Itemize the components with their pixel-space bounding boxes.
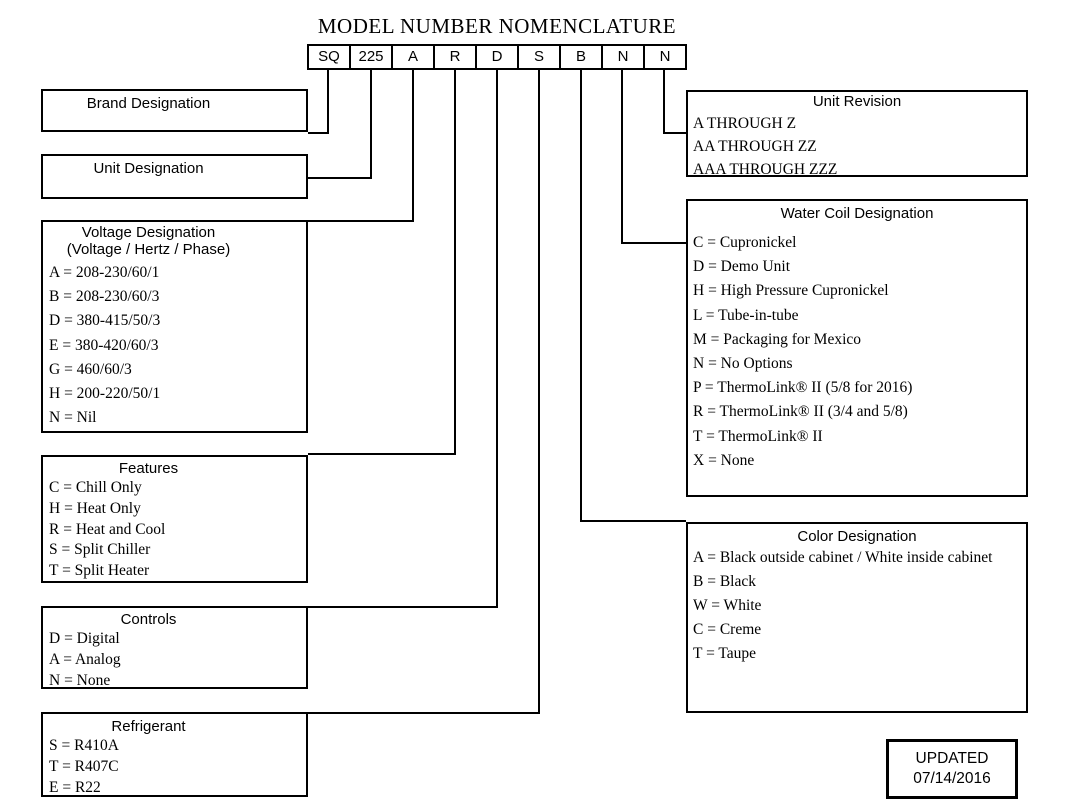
color-designation-list [688, 546, 1026, 666]
features-item: R = Heat and Cool [49, 520, 166, 538]
controls-item: A = Analog [49, 650, 121, 668]
refrigerant-item: T = R407C [49, 757, 119, 775]
connector-features-vertical [454, 68, 456, 455]
controls-list [43, 629, 306, 691]
voltage-item: B = 208-230/60/3 [49, 288, 160, 306]
updated-label: UPDATED [915, 750, 989, 767]
connector-controls-horizontal [308, 606, 498, 608]
refrigerant-item: S = R410A [49, 737, 119, 754]
water-coil-item: T = ThermoLink® II [693, 427, 823, 445]
connector-225-vertical [370, 68, 372, 179]
connector-sq-horizontal [308, 132, 329, 134]
voltage-item: A = 208-230/60/1 [49, 264, 160, 281]
voltage-designation-list [43, 261, 306, 430]
water-coil-item: R = ThermoLink® II (3/4 and 5/8) [693, 403, 908, 421]
features-list [43, 478, 306, 582]
connector-watercoil-vertical [621, 68, 623, 244]
water-coil-item: N = No Options [693, 355, 793, 373]
voltage-item: N = Nil [49, 409, 97, 427]
model-cell-refrigerant: S [517, 46, 559, 68]
connector-voltage-vertical [412, 68, 414, 222]
unit-revision-item: AA THROUGH ZZ [693, 138, 817, 156]
connector-controls-vertical [496, 68, 498, 608]
color-item: W = White [693, 597, 762, 614]
features-item: H = Heat Only [49, 499, 141, 517]
unit-revision-title: Unit Revision [812, 93, 902, 110]
unit-revision-item: AAA THROUGH ZZZ [693, 161, 838, 179]
water-coil-item: L = Tube-in-tube [693, 306, 799, 324]
brand-designation-title: Brand Designation [86, 95, 211, 112]
connector-color-horizontal [580, 520, 686, 522]
features-item: C = Chill Only [49, 479, 142, 496]
unit-designation-title: Unit Designation [93, 160, 204, 177]
water-coil-item: X = None [693, 451, 755, 469]
unit-designation-box [41, 154, 308, 199]
controls-item: N = None [49, 671, 111, 689]
connector-revision-horizontal [663, 132, 686, 134]
features-title: Features [118, 460, 179, 477]
updated-date: 07/14/2016 [913, 770, 991, 787]
connector-refrigerant-vertical [538, 68, 540, 714]
voltage-designation-title: Voltage Designation [81, 224, 216, 241]
water-coil-item: P = ThermoLink® II (5/8 for 2016) [693, 379, 913, 397]
connector-voltage-horizontal [308, 220, 414, 222]
refrigerant-box [41, 712, 308, 797]
connector-225-horizontal [308, 177, 372, 179]
controls-box [41, 606, 308, 689]
water-coil-list [688, 231, 1026, 473]
color-item: A = Black outside cabinet / White inside cabinet [693, 549, 993, 566]
voltage-item: H = 200-220/50/1 [49, 385, 161, 403]
voltage-designation-subtitle: (Voltage / Hertz / Phase) [66, 241, 231, 258]
unit-revision-list [688, 112, 1026, 182]
brand-designation-box [41, 89, 308, 132]
refrigerant-list [43, 736, 306, 798]
model-cell-watercoil: N [601, 46, 643, 68]
connector-color-vertical [580, 68, 582, 522]
model-cell-voltage: A [391, 46, 433, 68]
controls-title: Controls [120, 611, 177, 628]
connector-refrigerant-horizontal [308, 712, 540, 714]
model-cell-revision: N [643, 46, 685, 68]
connector-features-horizontal [308, 453, 456, 455]
water-coil-title: Water Coil Designation [780, 205, 934, 222]
color-item: B = Black [693, 573, 756, 590]
color-designation-box [686, 522, 1028, 713]
water-coil-item: C = Cupronickel [693, 234, 797, 251]
color-item: T = Taupe [693, 645, 757, 662]
updated-stamp [886, 739, 1018, 799]
connector-watercoil-horizontal [621, 242, 686, 244]
voltage-item: E = 380-420/60/3 [49, 336, 159, 354]
connector-revision-vertical [663, 68, 665, 134]
page-title: MODEL NUMBER NOMENCLATURE [317, 14, 677, 38]
voltage-item: G = 460/60/3 [49, 360, 132, 378]
model-cell-brand: SQ [318, 48, 340, 65]
voltage-designation-box [41, 220, 308, 433]
model-cell-controls: D [475, 46, 517, 68]
water-coil-item: H = High Pressure Cupronickel [693, 282, 889, 300]
water-coil-item: M = Packaging for Mexico [693, 330, 862, 348]
refrigerant-title: Refrigerant [111, 718, 186, 735]
features-item: T = Split Heater [49, 562, 150, 580]
color-item: C = Creme [693, 621, 762, 638]
features-item: S = Split Chiller [49, 541, 151, 559]
model-cell-color: B [559, 46, 601, 68]
water-coil-item: D = Demo Unit [693, 258, 790, 276]
water-coil-designation-box [686, 199, 1028, 497]
voltage-item: D = 380-415/50/3 [49, 312, 161, 330]
connector-sq-vertical [327, 68, 329, 134]
features-box [41, 455, 308, 583]
unit-revision-box [686, 90, 1028, 177]
model-number-row [307, 44, 687, 70]
model-cell-unit: 225 [349, 46, 391, 68]
color-designation-title: Color Designation [797, 528, 917, 545]
unit-revision-item: A THROUGH Z [693, 115, 797, 132]
controls-item: D = Digital [49, 630, 120, 647]
refrigerant-item: E = R22 [49, 778, 101, 796]
model-cell-features: R [433, 46, 475, 68]
